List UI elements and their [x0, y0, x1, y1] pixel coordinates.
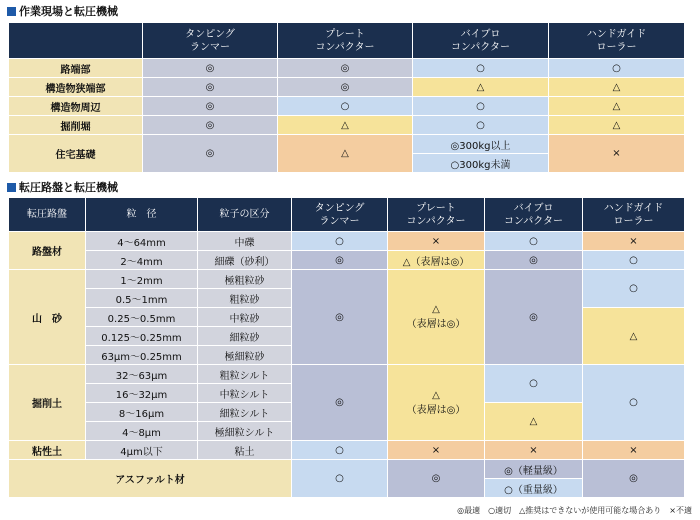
section2-title: [7, 180, 118, 194]
table-row: [9, 441, 685, 460]
cell-value: ○: [583, 365, 685, 441]
grain-size: 16～32μm: [86, 384, 198, 403]
cell-value: ◎: [143, 97, 278, 116]
cell-value: ○: [413, 59, 549, 78]
roadbed-table: [8, 197, 685, 498]
grain-class: 極細粒シルト: [198, 422, 292, 441]
header-roller: ハンドガイド ローラー: [549, 23, 685, 59]
section2-title-text: 転圧路盤と転圧機械: [19, 181, 118, 194]
grain-class: 極細粒砂: [198, 346, 292, 365]
cell-value: ◎: [485, 251, 583, 270]
table-row: [9, 59, 685, 78]
cell-value: ○: [278, 97, 413, 116]
row-label: 住宅基礎: [9, 135, 143, 173]
grain-class: 細粒シルト: [198, 403, 292, 422]
cell-value: ○（重量級）: [485, 479, 583, 498]
section1-title-text: 作業現場と転圧機械: [19, 5, 118, 18]
cell-value: ◎: [143, 59, 278, 78]
cell-value: ×: [549, 135, 685, 173]
cell-value: ○: [292, 441, 388, 460]
cell-value: ◎: [278, 59, 413, 78]
header-plate: プレート コンパクター: [278, 23, 413, 59]
cell-value: ○: [583, 251, 685, 270]
grain-size: 0.125～0.25mm: [86, 327, 198, 346]
cell-value: △: [278, 116, 413, 135]
table-row: [9, 270, 685, 289]
grain-size: 32～63μm: [86, 365, 198, 384]
cell-value: △: [549, 78, 685, 97]
grain-size: 4μm以下: [86, 441, 198, 460]
grain-size: 8～16μm: [86, 403, 198, 422]
cell-value: ◎: [143, 116, 278, 135]
cell-value: ○: [485, 232, 583, 251]
header-blank: [9, 23, 143, 59]
cell-value: ◎: [292, 251, 388, 270]
cell-value: ○: [583, 270, 685, 308]
cell-value: ×: [388, 441, 485, 460]
row-label: 構造物周辺: [9, 97, 143, 116]
header-vibro: バイブロ コンパクター: [413, 23, 549, 59]
cell-value: ○: [485, 365, 583, 403]
cell-value: △ （表層は◎）: [388, 270, 485, 365]
grain-size: 0.25～0.5mm: [86, 308, 198, 327]
cell-value: △: [413, 78, 549, 97]
header-roller: ハンドガイド ローラー: [583, 198, 685, 232]
grain-size: 0.5～1mm: [86, 289, 198, 308]
grain-class: 粗粒砂: [198, 289, 292, 308]
header-class: 粒子の区分: [198, 198, 292, 232]
grain-class: 中礫: [198, 232, 292, 251]
row-label: 路盤材: [9, 232, 86, 270]
cell-value: ◎: [278, 78, 413, 97]
header-tamping: タンピング ランマー: [292, 198, 388, 232]
grain-class: 粗粒シルト: [198, 365, 292, 384]
cell-value: △: [278, 135, 413, 173]
grain-size: 63μm～0.25mm: [86, 346, 198, 365]
grain-class: 中粒砂: [198, 308, 292, 327]
row-label: 粘性土: [9, 441, 86, 460]
cell-value: ◎（軽量級）: [485, 460, 583, 479]
cell-value: ○: [413, 116, 549, 135]
cell-value: ◎: [583, 460, 685, 498]
row-label: 山 砂: [9, 270, 86, 365]
cell-value: △: [485, 403, 583, 441]
cell-value: △ （表層は◎）: [388, 365, 485, 441]
header-roadbed: 転圧路盤: [9, 198, 86, 232]
grain-size: 4～64mm: [86, 232, 198, 251]
cell-value: ○300kg未満: [413, 154, 549, 173]
cell-value: ○: [549, 59, 685, 78]
grain-class: 細粒砂: [198, 327, 292, 346]
table-row: [9, 251, 685, 270]
header-tamping: タンピング ランマー: [143, 23, 278, 59]
cell-value: ×: [388, 232, 485, 251]
row-label: 路端部: [9, 59, 143, 78]
cell-value: ◎: [292, 365, 388, 441]
cell-value: △: [549, 97, 685, 116]
row-label: 掘削堀: [9, 116, 143, 135]
header-grain: 粒 径: [86, 198, 198, 232]
cell-value: △（表層は◎）: [388, 251, 485, 270]
grain-class: 粘土: [198, 441, 292, 460]
table-row: [9, 78, 685, 97]
table-row: [9, 460, 685, 479]
table-row: [9, 232, 685, 251]
header-vibro: バイブロ コンパクター: [485, 198, 583, 232]
cell-value: ×: [485, 441, 583, 460]
table-row: [9, 365, 685, 384]
cell-value: ◎: [143, 135, 278, 173]
site-table: [8, 22, 685, 173]
grain-class: 極粗粒砂: [198, 270, 292, 289]
cell-value: ○: [413, 97, 549, 116]
legend: ◎最適 ○適切 △推奨はできないが使用可能な場合あり ×不適: [457, 506, 692, 515]
grain-size: 2～4mm: [86, 251, 198, 270]
row-label: アスファルト材: [9, 460, 292, 498]
cell-value: ◎300kg以上: [413, 135, 549, 154]
table-row: [9, 135, 685, 154]
cell-value: ◎: [292, 270, 388, 365]
row-label: 掘削土: [9, 365, 86, 441]
cell-value: ◎: [143, 78, 278, 97]
grain-class: 中粒シルト: [198, 384, 292, 403]
cell-value: ◎: [485, 270, 583, 365]
cell-value: △: [549, 116, 685, 135]
square-bullet-icon: [7, 7, 16, 16]
section1-title: [7, 4, 118, 18]
grain-class: 細礫（砂利）: [198, 251, 292, 270]
cell-value: ◎: [388, 460, 485, 498]
table-row: [9, 116, 685, 135]
header-plate: プレート コンパクター: [388, 198, 485, 232]
cell-value: ○: [292, 460, 388, 498]
cell-value: ×: [583, 441, 685, 460]
table-row: [9, 97, 685, 116]
cell-value: ○: [292, 232, 388, 251]
square-bullet-icon: [7, 183, 16, 192]
row-label: 構造物狭端部: [9, 78, 143, 97]
cell-value: △: [583, 308, 685, 365]
grain-size: 1～2mm: [86, 270, 198, 289]
cell-value: ×: [583, 232, 685, 251]
grain-size: 4～8μm: [86, 422, 198, 441]
